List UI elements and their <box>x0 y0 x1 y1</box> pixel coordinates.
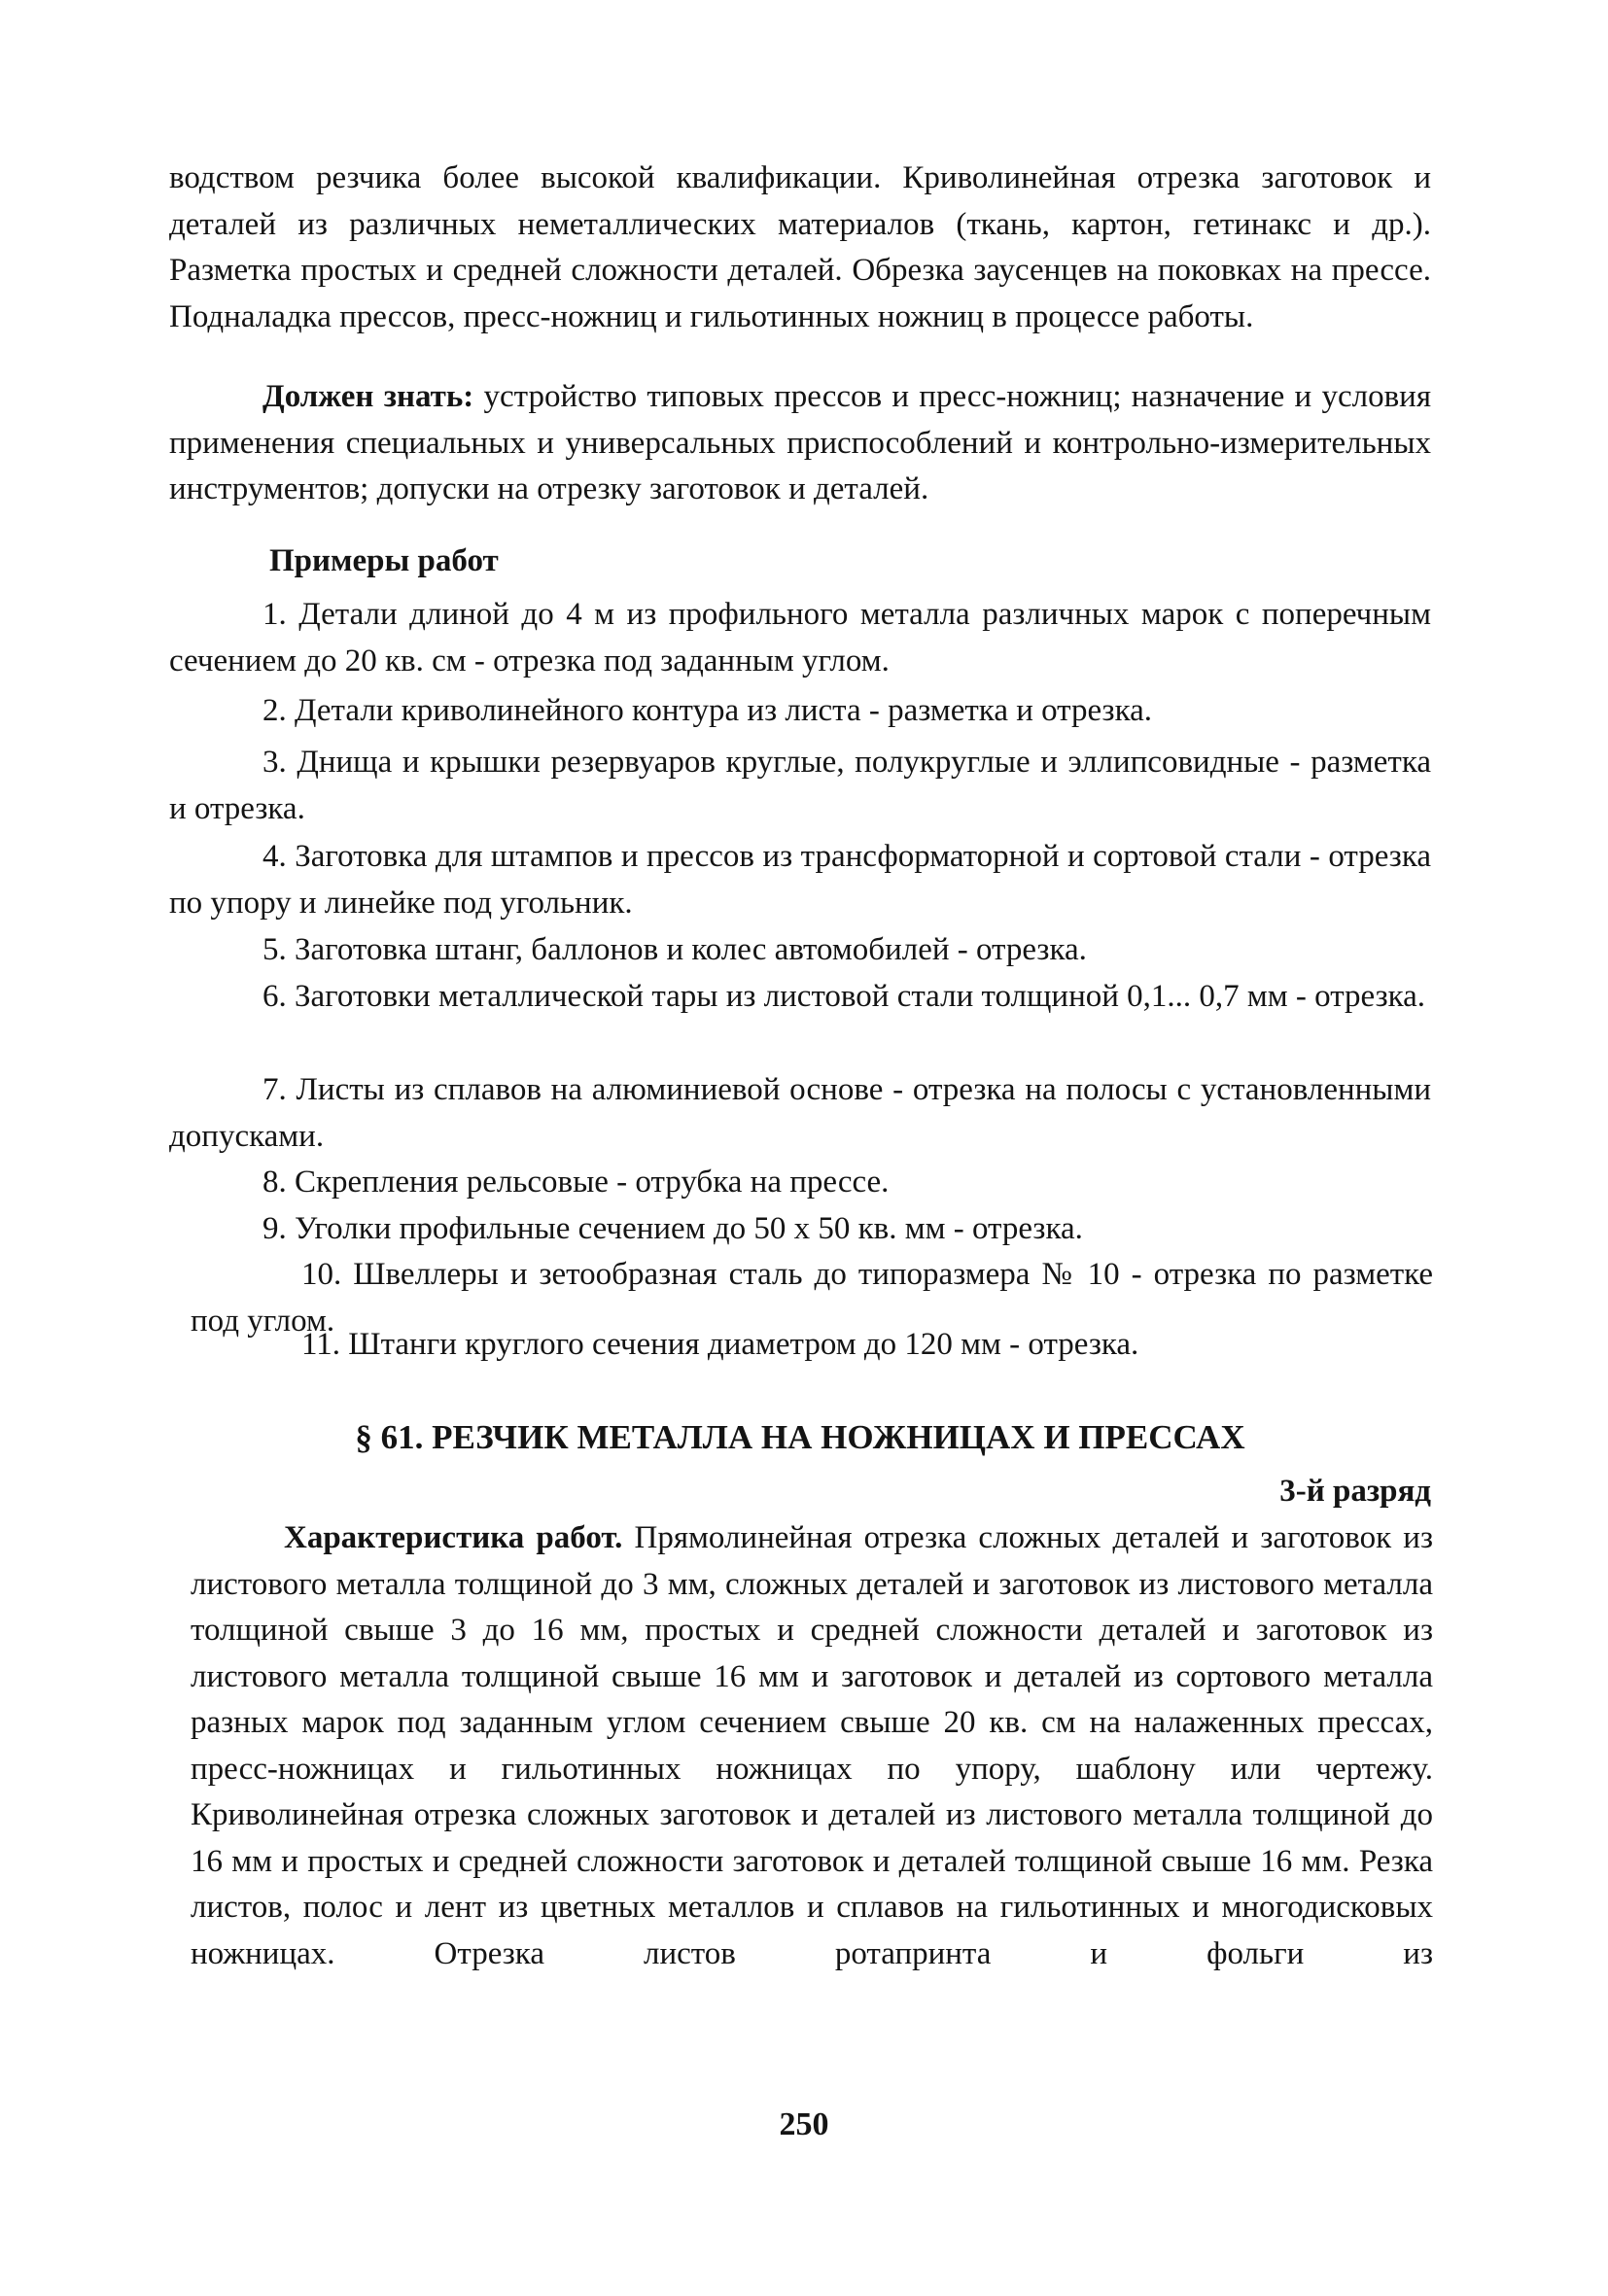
example-item-10: 10. Швеллеры и зетообразная сталь до типоразмера № 10 - отрезка по разметке под углом. <box>191 1257 1433 1339</box>
example-item-1: 1. Детали длиной до 4 м из профильного металла различных марок с поперечным сечением до 20 кв. см - отрезка под заданным углом. <box>169 597 1431 678</box>
example-item-9: 9. Уголки профильные сечением до 50 х 50 кв. мм - отрезка. <box>262 1211 1083 1246</box>
page-number: 250 <box>779 2106 829 2142</box>
rank-label: 3-й разряд <box>1279 1474 1431 1509</box>
continued-paragraph: водством резчика более высокой квалификации. Криволинейная отрезка заготовок и деталей из различных неметаллических материалов (ткань, картон, гетинакс и др.). Разметка простых и средней сложности деталей. Обрезка заусенцев на поковках на прессе. Подналадка прессов, пресс-ножниц и гильотинных ножниц в процессе работы. <box>169 160 1431 334</box>
must-know-text: устройство типовых прессов и пресс-ножниц; назначение и условия применения специальных и универсальных приспособлений и контрольно-измерительных инструментов; допуски на отрезку заготовок и деталей. <box>169 379 1432 506</box>
must-know-label: Должен знать: <box>262 379 474 414</box>
example-item-4: 4. Заготовка для штампов и прессов из трансформаторной и сортовой стали - отрезка по упору и линейке под угольник. <box>169 839 1431 921</box>
example-item-2: 2. Детали криволинейного контура из листа - разметка и отрезка. <box>262 693 1153 728</box>
example-item-11: 11. Штанги круглого сечения диаметром до 120 мм - отрезка. <box>301 1327 1139 1362</box>
examples-heading: Примеры работ <box>269 543 499 578</box>
example-item-3: 3. Днища и крышки резервуаров круглые, полукруглые и эллипсовидные - разметка и отрезка. <box>169 745 1431 826</box>
must-know-paragraph <box>169 374 1431 513</box>
work-characteristics-text: Прямолинейная отрезка сложных деталей и заготовок из листового металла толщиной до 3 мм, сложных деталей и заготовок из листового металла толщиной свыше 3 до 16 мм, простых и средней сложности деталей и заготовок из листового металла толщиной свыше 16 мм и заготовок и деталей из сортового металла разных марок под заданным углом сечением свыше 20 кв. см на налаженных прессах, пресс-ножницах и гильотинных ножницах по упору, шаблону или чертежу. Криволинейная отрезка сложных заготовок и деталей из листового металла толщиной до 16 мм и простых и средней сложности заготовок и деталей толщиной свыше 16 мм. Резка листов, полос и лент из цветных металлов и сплавов на гильотинных и многодисковых ножницах. Отрезка листов ротапринта и фольги из <box>191 1520 1433 1971</box>
example-item-8: 8. Скрепления рельсовые - отрубка на прессе. <box>262 1165 890 1200</box>
work-characteristics-label: Характеристика работ. <box>284 1520 623 1555</box>
section-title: § 61. РЕЗЧИК МЕТАЛЛА НА НОЖНИЦАХ И ПРЕССАХ <box>355 1418 1245 1456</box>
work-characteristics-paragraph <box>191 1515 1433 1977</box>
example-item-6: 6. Заготовки металлической тары из листовой стали толщиной 0,1... 0,7 мм - отрезка. <box>262 979 1426 1014</box>
example-item-7: 7. Листы из сплавов на алюминиевой основе - отрезка на полосы с установленными допусками. <box>169 1072 1431 1154</box>
example-item-5: 5. Заготовка штанг, баллонов и колес автомобилей - отрезка. <box>262 932 1087 967</box>
